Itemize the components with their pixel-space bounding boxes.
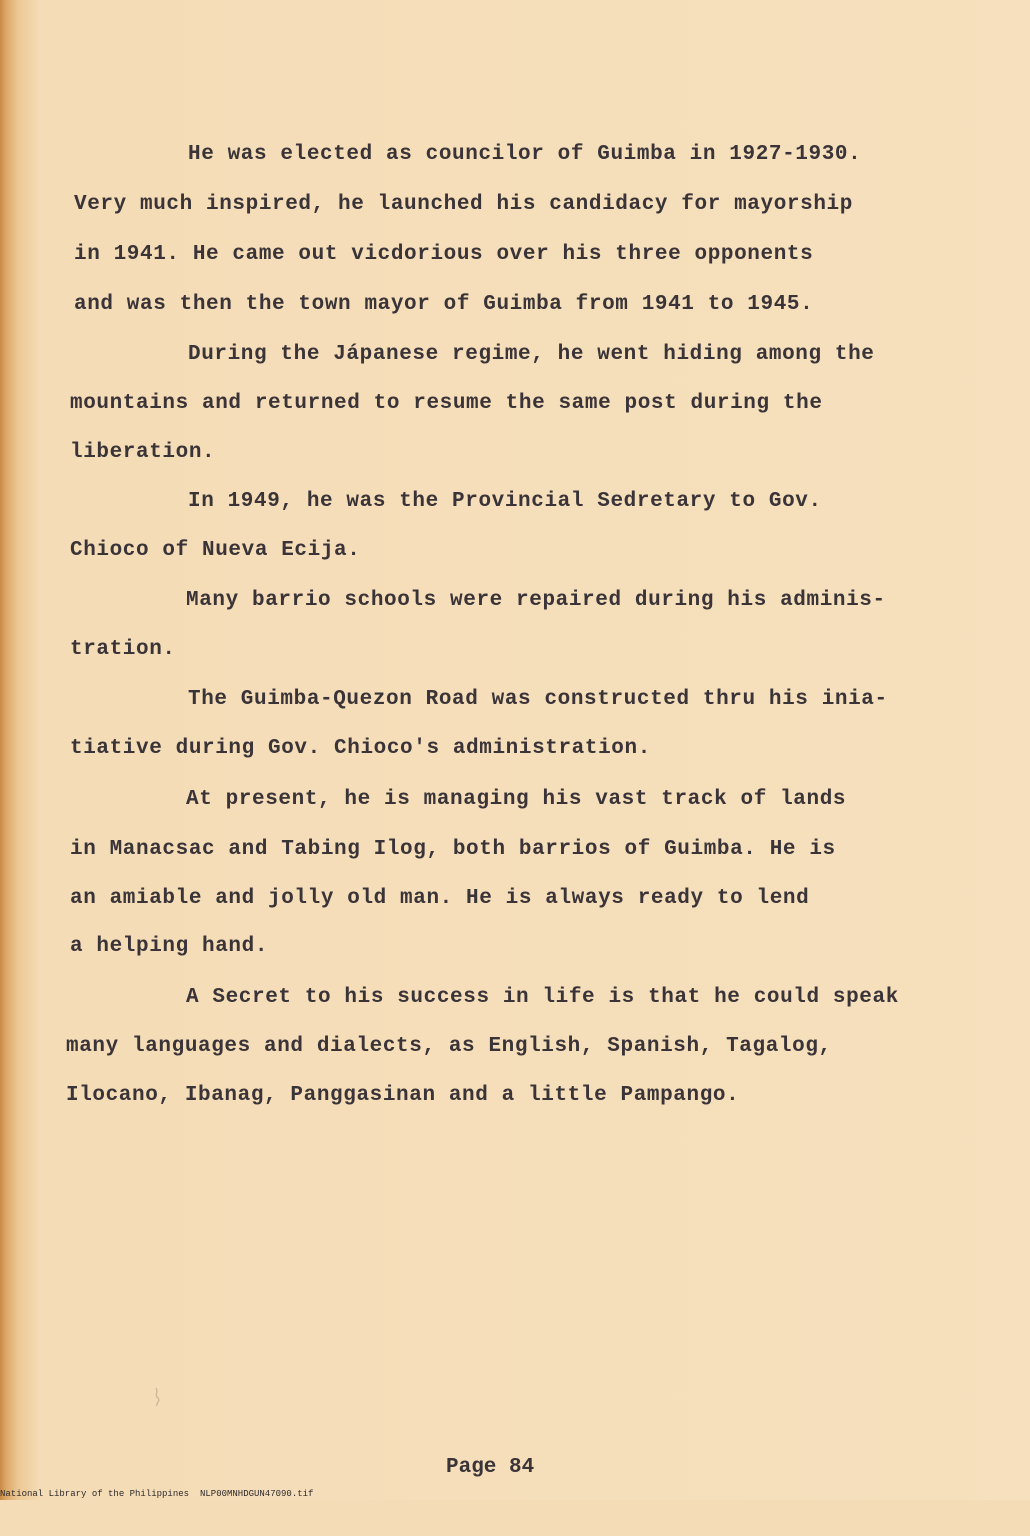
ink-smudge-icon bbox=[150, 1386, 164, 1408]
text-line: in 1941. He came out vicdorious over his three opponents bbox=[74, 243, 814, 266]
text-line: Chioco of Nueva Ecija. bbox=[70, 539, 361, 562]
text-line: Ilocano, Ibanag, Panggasinan and a little Pampango. bbox=[66, 1084, 740, 1107]
text-line: Many barrio schools were repaired during his adminis- bbox=[186, 589, 886, 612]
text-line: an amiable and jolly old man. He is always ready to lend bbox=[70, 887, 810, 910]
text-line: In 1949, he was the Provincial Sedretary to Gov. bbox=[188, 490, 822, 513]
text-line: During the Jápanese regime, he went hiding among the bbox=[188, 343, 875, 366]
archive-institution: National Library of the Philippines bbox=[0, 1489, 190, 1499]
text-line: tration. bbox=[70, 638, 176, 661]
archive-file-name: NLP00MNHDGUN47090.tif bbox=[200, 1489, 314, 1499]
text-line: many languages and dialects, as English, Spanish, Tagalog, bbox=[66, 1035, 832, 1058]
text-line: and was then the town mayor of Guimba from 1941 to 1945. bbox=[74, 293, 814, 316]
text-line: tiative during Gov. Chioco's administration. bbox=[70, 737, 651, 760]
text-line: Very much inspired, he launched his candidacy for mayorship bbox=[74, 193, 853, 216]
text-line: liberation. bbox=[70, 441, 216, 464]
text-line: A Secret to his success in life is that he could speak bbox=[186, 986, 899, 1009]
page-number: Page 84 bbox=[446, 1456, 535, 1479]
archive-footer bbox=[0, 1488, 1030, 1536]
text-line: At present, he is managing his vast track of lands bbox=[186, 788, 847, 811]
text-line: mountains and returned to resume the same post during the bbox=[70, 392, 823, 415]
text-line: a helping hand. bbox=[70, 935, 269, 958]
text-line: He was elected as councilor of Guimba in 1927-1930. bbox=[188, 143, 862, 166]
text-line: The Guimba-Quezon Road was constructed thru his inia- bbox=[188, 688, 888, 711]
text-line: in Manacsac and Tabing Ilog, both barrios of Guimba. He is bbox=[70, 838, 836, 861]
